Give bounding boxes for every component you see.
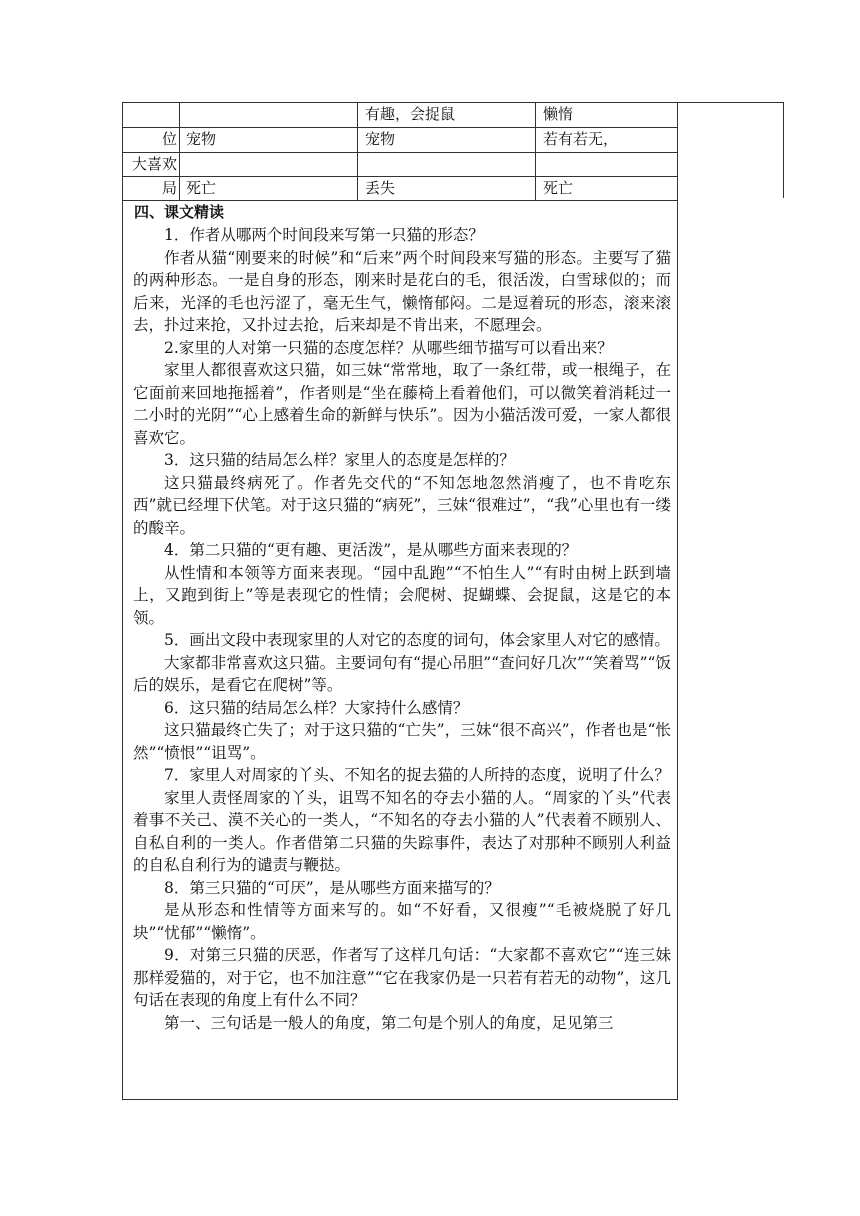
section-body [133, 224, 671, 1034]
answer-7: 家里人责怪周家的丫头，诅骂不知名的夺去小猫的人。“周家的丫头”代表着事不关己、漠不关心的一类人，“不知名的夺去小猫的人”代表着不顾别人、自私自利的一类人。作者借第二只猫的失踪事件，表达了对那种不顾别人利益的自私自利行为的谴责与鞭挞。 [133, 788, 671, 874]
cell-cat-3: 若有若无， [543, 130, 619, 148]
cell-cat-1 [186, 153, 356, 176]
row-label: 大喜欢 [131, 155, 177, 173]
table-edge-top [676, 102, 784, 103]
table-row [123, 152, 677, 176]
table-edge-right [783, 102, 784, 198]
cell-cat-2: 宠物 [365, 130, 396, 148]
row-label: 位 [161, 130, 177, 148]
answer-8: 是从形态和性情等方面来写的。如“不好看，又很瘦”“毛被烧脱了好几块”“忧郁”“懒惰”。 [133, 901, 671, 942]
answer-3: 这只猫最终病死了。作者先交代的“不知怎地忽然消瘦了，也不肯吃东西”就已经埋下伏笔。对于这只猫的“病死”，三妹“很难过”，“我”心里也有一缕的酸辛。 [133, 473, 671, 537]
cell-cat-1: 死亡 [186, 179, 217, 197]
row-label: 局 [161, 179, 177, 197]
answer-9: 第一、三句话是一般人的角度，第二句是个别人的角度，足见第三 [164, 1013, 614, 1032]
question-5: 5．画出文段中表现家里的人对它的态度的词句，体会家里人对它的感情。 [164, 631, 670, 649]
question-2: 2.家里的人对第一只猫的态度怎样？从哪些细节描写可以看出来？ [164, 338, 613, 357]
answer-2: 家里人都很喜欢这只猫，如三妹“常常地，取了一条红带，或一根绳子，在它面前来回地拖摇着”，作者则是“坐在藤椅上看着他们，可以微笑着消耗过一二小时的光阴”“心上感着生命的新鲜与快乐”。因为小猫活泼可爱，一家人都很喜欢它。 [133, 361, 671, 447]
cell-cat-2: 有趣，会捉鼠 [365, 105, 456, 123]
cell-cat-3: 懒惰 [543, 105, 574, 123]
table-row [123, 127, 677, 152]
cell-cat-3: 死亡 [543, 179, 574, 197]
cell-cat-2 [365, 153, 535, 176]
answer-4: 从性情和本领等方面来表现。“园中乱跑”“不怕生人”“有时由树上跃到墙上，又跑到街上”等是表现它的性情；会爬树、捉蝴蝶、会捉鼠，这是它的本领。 [133, 563, 671, 627]
cell-cat-3 [543, 153, 673, 176]
answer-6: 这只猫最终亡失了；对于这只猫的“亡失”，三妹“很不高兴”，作者也是“怅然”“愤恨”“诅骂”。 [133, 721, 671, 762]
question-6: 6．这只猫的结局怎么样？大家持什么感情？ [164, 698, 469, 717]
section-title: 四、课文精读 [134, 203, 225, 221]
cell-cat-1: 宠物 [186, 130, 217, 148]
lesson-table [122, 102, 678, 1100]
cell-cat-2: 丢失 [365, 179, 396, 197]
answer-5: 大家都非常喜欢这只猫。主要词句有“提心吊胆”“查问好几次”“笑着骂”“饭后的娱乐，是看它在爬树”等。 [133, 653, 671, 694]
question-9: 9．对第三只猫的厌恶，作者写了这样几句话：“大家都不喜欢它”“连三妹那样爱猫的，对于它，也不加注意”“它在我家仍是一只若有若无的动物”，这几句话在表现的角度上有什么不同？ [133, 946, 671, 1009]
close-reading-section [123, 200, 677, 1032]
question-3: 3．这只猫的结局怎么样？家里人的态度是怎样的？ [164, 451, 515, 469]
answer-1: 作者从猫“刚要来的时候”和“后来”两个时间段来写猫的形态。主要写了猫的两种形态。一是自身的形态，刚来时是花白的毛，很活泼，白雪球似的；而后来，光泽的毛也污涩了，毫无生气，懒惰郁闷。二是逗着玩的形态，滚来滚去，扑过来抢，又扑过去抢，后来却是不肯出来，不愿理会。 [133, 248, 671, 334]
table-row [123, 176, 677, 201]
question-8: 8．第三只猫的“可厌”，是从哪些方面来描写的？ [164, 878, 500, 897]
question-4: 4．第二只猫的“更有趣、更活泼”，是从哪些方面来表现的？ [164, 541, 578, 559]
question-1: 1．作者从哪两个时间段来写第一只猫的形态？ [164, 226, 484, 244]
table-row [123, 102, 677, 127]
cell-cat-1 [186, 103, 356, 127]
question-7: 7．家里人对周家的丫头、不知名的捉去猫的人所持的态度，说明了什么？ [164, 766, 670, 784]
